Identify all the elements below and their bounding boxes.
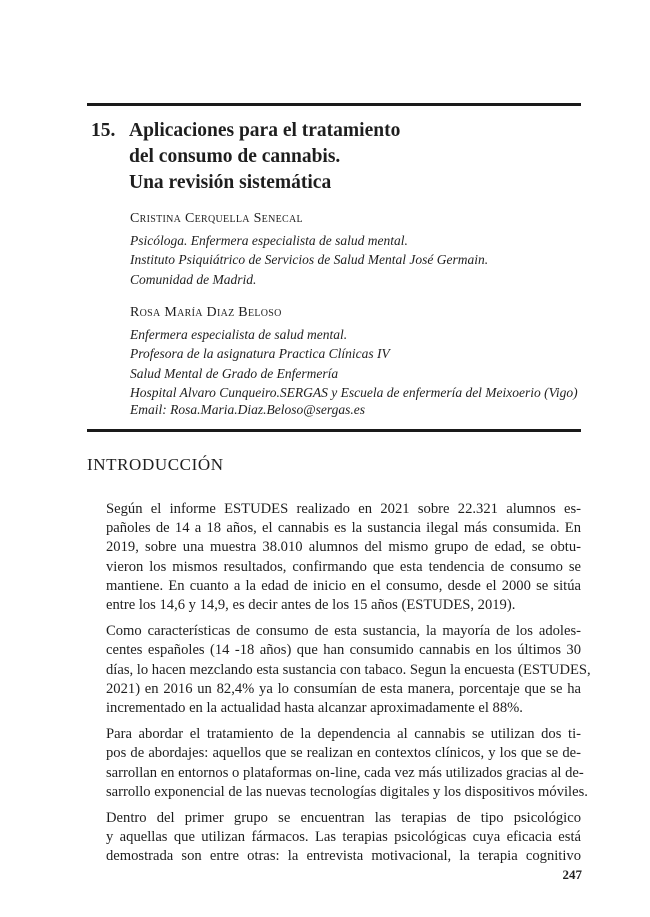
author-affiliation-line: Salud Mental de Grado de Enfermería: [130, 365, 339, 381]
author-affiliation-line: Enfermera especialista de salud mental.: [130, 326, 348, 342]
page-number: 247: [562, 867, 582, 882]
text-line: mantiene. En cuanto a la edad de inicio en el consumo, desde el 2000 se sitúa: [106, 577, 581, 594]
text-line: pos de abordajes: aquellos que se realizan en contextos clínicos, y los que se de-: [106, 745, 581, 762]
author-affiliation-line: Hospital Alvaro Cunqueiro.SERGAS y Escuela de enfermería del Meixoerio (Vigo): [130, 385, 578, 400]
author-block-2: [130, 303, 580, 403]
paragraph-4: [87, 809, 581, 867]
text-line: entre los 14,6 y 14,9, es decir antes de los 15 años (ESTUDES, 2019).: [106, 597, 516, 614]
chapter-number: 15.: [91, 120, 116, 141]
author-name: Cristina Cerquella Senecal: [130, 211, 303, 226]
author-affiliation-line: Instituto Psiquiátrico de Servicios de Salud Mental José Germain.: [130, 252, 489, 267]
author-name: Rosa María Diaz Beloso: [130, 305, 282, 320]
text-line: y aquellas que utilizan fármacos. Las terapias psicológicas cuya eficacia está: [106, 829, 581, 846]
author-email: Email: Rosa.Maria.Diaz.Beloso@sergas.es: [130, 402, 366, 417]
text-line: sarrollo exponencial de las nuevas tecnologías digitales y los dispositivos móviles.: [106, 783, 588, 800]
paragraph-2: [87, 622, 591, 718]
chapter-title-line-2: del consumo de cannabis.: [129, 146, 341, 167]
section-heading: INTRODUCCIÓN: [87, 455, 224, 474]
text-line: Para abordar el tratamiento de la dependencia al cannabis se utilizan dos ti-: [106, 726, 581, 743]
text-line: Como características de consumo de esta sustancia, la mayoría de los adoles-: [106, 623, 581, 640]
author-affiliation-line: Psicóloga. Enfermera especialista de salud mental.: [130, 232, 408, 248]
text-line: sarrollan en entornos o plataformas on-line, cada vez más utilizados gracias al de-: [106, 764, 584, 781]
text-line: 2021) en 2016 un 82,4% ya lo consumían de esta manera, porcentaje que se ha: [106, 680, 581, 697]
text-line: demostrada son entre otras: la entrevista motivacional, la terapia cognitivo: [106, 848, 581, 865]
text-line: Según el informe ESTUDES realizado en 2021 sobre 22.321 alumnos es-: [106, 501, 581, 517]
text-line: pañoles de 14 a 18 años, el cannabis es la sustancia ilegal más consumida. En: [106, 520, 581, 537]
chapter-title: [91, 118, 571, 196]
top-rule: [87, 103, 581, 106]
text-line: Dentro del primer grupo se encuentran las terapias de tipo psicológico: [106, 810, 581, 827]
chapter-title-line-1: 15. Aplicaciones para el tratamiento: [91, 118, 571, 144]
paragraph-3: [87, 725, 588, 802]
paragraph-1: [87, 500, 581, 615]
text-line: centes españoles (14 -18 años) que han consumido cannabis en los últimos 30: [106, 642, 581, 659]
chapter-title-line-3: Una revisión sistemática: [129, 172, 332, 193]
text-line: incrementado en la actualidad hasta alcanzar aproximadamente el 88%.: [106, 700, 523, 717]
bottom-rule: [87, 429, 581, 432]
author-affiliation-line: Comunidad de Madrid.: [130, 271, 257, 287]
author-block-1: [130, 209, 580, 289]
text-line: días, lo hacen mezclando esta sustancia con tabaco. Segun la encuesta (ESTUDES,: [106, 661, 591, 678]
body-text: [87, 500, 591, 874]
author-affiliation-line: Profesora de la asignatura Practica Clínicas IV: [130, 346, 390, 361]
text-line: 2019, sobre una muestra 38.010 alumnos del mismo grupo de edad, se obtu-: [106, 539, 581, 556]
text-line: vieron los mismos resultados, confirmando que esta tendencia de consumo se: [106, 558, 581, 575]
